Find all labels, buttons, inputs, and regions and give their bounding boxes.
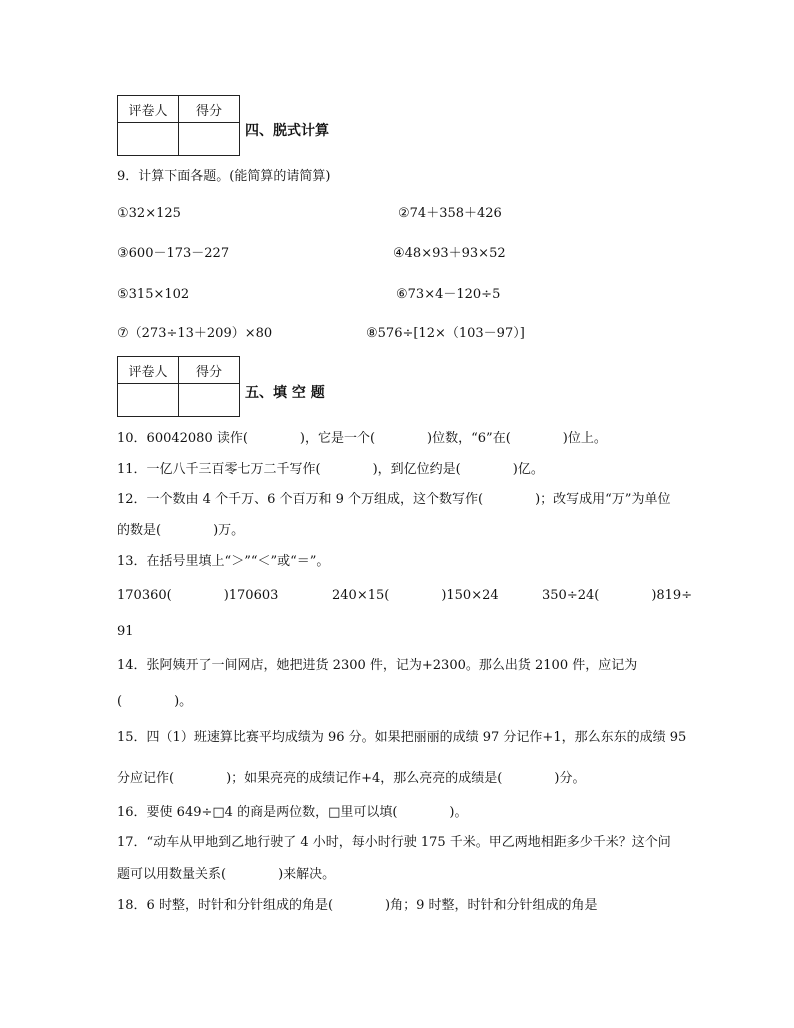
q9-stem: 9．计算下面各题。(能简算的请简算) <box>117 169 331 184</box>
question-17-line1: 17．“动车从甲地到乙地行驶了 4 小时，每小时行驶 175 千米。甲乙两地相距多少千米？这个问 <box>117 835 671 850</box>
grader-header: 评卷人 <box>118 96 179 123</box>
section4-title: 四、脱式计算 <box>245 123 329 139</box>
question-10: 10．60042080 读作( )，它是一个( )位数，“6”在( )位上。 <box>117 431 607 446</box>
score-header: 得分 <box>179 96 240 123</box>
question-17-line2: 题可以用数量关系( )来解决。 <box>117 867 336 882</box>
score-cell[interactable] <box>179 384 240 417</box>
question-12-line2: 的数是( )万。 <box>117 523 245 538</box>
q9-item-6: ⑥73×4－120÷5 <box>396 287 501 302</box>
question-14-line1: 14．张阿姨开了一间网店，她把进货 2300 件，记为+2300。那么出货 2100 件，应记为 <box>117 658 638 673</box>
question-13-c: 350÷24( )819÷ <box>542 588 693 603</box>
q9-item-3: ③600－173－227 <box>117 246 230 261</box>
q9-item-7: ⑦（273÷13＋209）×80 <box>117 326 273 341</box>
question-16: 16．要使 649÷□4 的商是两位数，□里可以填( )。 <box>117 805 468 820</box>
question-15-line2: 分应记作( )；如果亮亮的成绩记作+4，那么亮亮的成绩是( )分。 <box>117 771 586 786</box>
q9-item-4: ④48×93＋93×52 <box>393 246 506 261</box>
score-cell[interactable] <box>179 123 240 156</box>
q9-item-8: ⑧576÷[12×（103－97）] <box>366 326 525 341</box>
q9-item-5: ⑤315×102 <box>117 287 190 302</box>
question-14-line2: ( )。 <box>117 694 193 709</box>
question-13-c-cont: 91 <box>117 624 134 639</box>
question-13: 13．在括号里填上“＞”“＜”或“＝”。 <box>117 554 330 569</box>
score-table-section5 <box>117 356 240 417</box>
grader-header: 评卷人 <box>118 357 179 384</box>
section5-title: 五、填 空 题 <box>245 385 325 401</box>
grader-cell[interactable] <box>118 384 179 417</box>
q9-item-1: ①32×125 <box>117 206 181 221</box>
question-11: 11．一亿八千三百零七万二千写作( )，到亿位约是( )亿。 <box>117 462 544 477</box>
question-13-a: 170360( )170603 <box>117 588 279 603</box>
grader-cell[interactable] <box>118 123 179 156</box>
score-header: 得分 <box>179 357 240 384</box>
question-13-b: 240×15( )150×24 <box>332 588 499 603</box>
score-table-section4 <box>117 95 240 156</box>
question-18: 18．6 时整，时针和分针组成的角是( )角；9 时整，时针和分针组成的角是 <box>117 898 598 913</box>
question-15-line1: 15．四（1）班速算比赛平均成绩为 96 分。如果把丽丽的成绩 97 分记作+1，那么东东的成绩 95 <box>117 730 687 745</box>
q9-item-2: ②74＋358＋426 <box>398 206 502 221</box>
question-12-line1: 12．一个数由 4 个千万、6 个百万和 9 个万组成，这个数写作( )；改写成用“万”为单位 <box>117 492 671 507</box>
